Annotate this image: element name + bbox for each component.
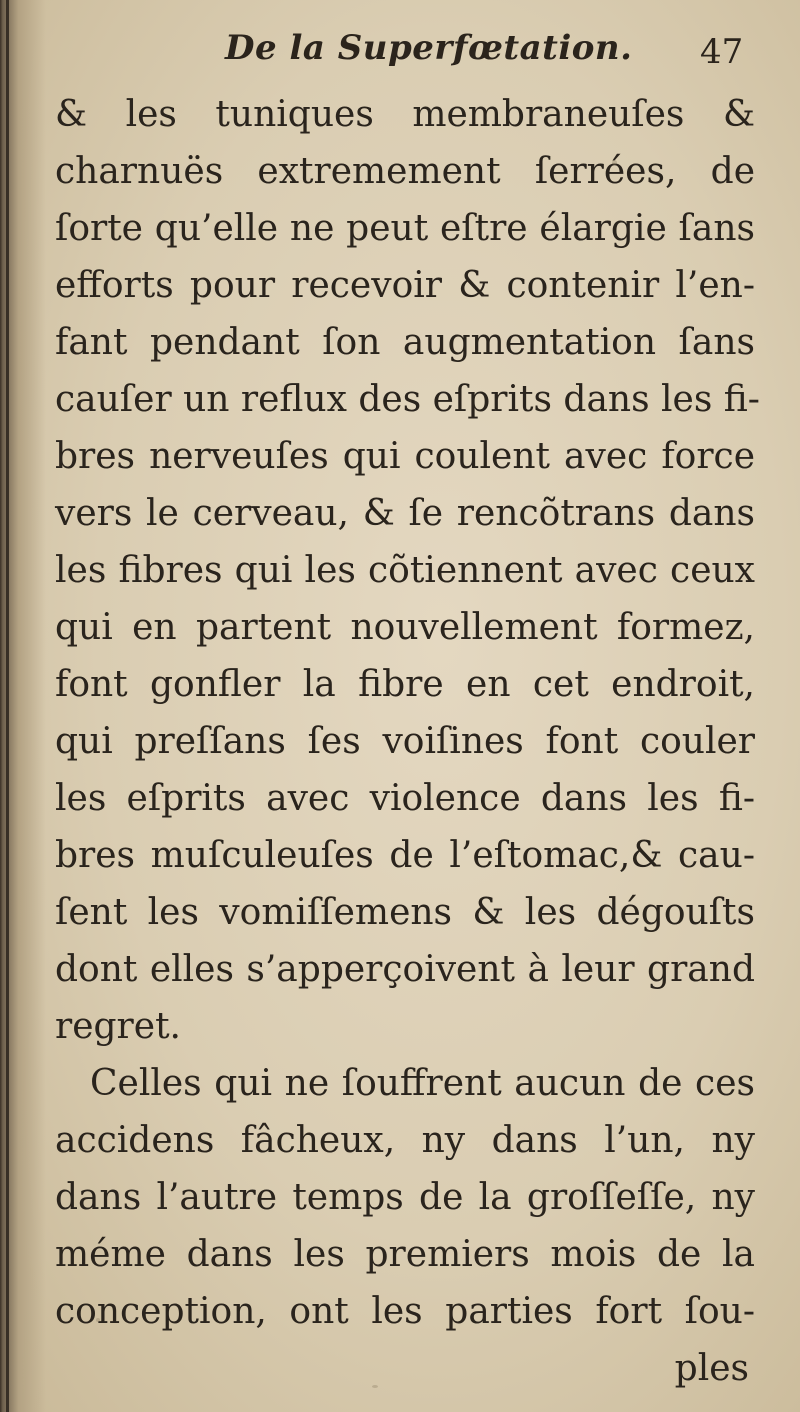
text-line: dont elles s’apperçoivent à leur grand [55,949,755,990]
page-header [0,28,800,78]
text-line: accidens fâcheux, ny dans l’un, ny [55,1120,755,1161]
paper-speck [372,1385,378,1388]
text-line: qui en partent nouvellement formez, [55,607,755,648]
text-line: cauſer un reflux des eſprits dans les fi- [55,379,760,420]
text-line: vers le cerveau, & ſe rencõtrans dans [55,493,755,534]
text-line: bres muſculeuſes de l’eſtomac,& cau- [55,835,755,876]
text-line: qui preſſans ſes voiſines font couler [55,721,755,762]
text-line: charnuës extremement ſerrées, de [55,151,755,192]
text-line: ſorte qu’elle ne peut eſtre élargie ſans [55,208,755,249]
text-line: bres nerveuſes qui coulent avec force [55,436,755,477]
text-line: & les tuniques membraneuſes & [55,94,755,135]
text-line: regret. [55,1006,181,1047]
running-title: De la Superfœtation. [225,28,633,68]
gutter-edge [6,0,9,1412]
paper-speck [612,160,617,165]
page-number: 47 [700,32,744,72]
text-line: font gonfler la fibre en cet endroit, [55,664,755,705]
catchword: ples [674,1348,749,1389]
text-line: méme dans les premiers mois de la [55,1234,755,1275]
text-line: les fibres qui les cõtiennent avec ceux [55,550,755,591]
text-line: efforts pour recevoir & contenir l’en- [55,265,755,306]
text-line: conception, ont les parties fort ſou- [55,1291,755,1332]
paragraph-start-line: Celles qui ne ſouffrent aucun de ces [90,1063,755,1104]
paper-speck [96,1318,100,1322]
text-line: fant pendant ſon augmentation ſans [55,322,755,363]
text-line: dans l’autre temps de la groſſeſſe, ny [55,1177,755,1218]
body-text [55,86,760,1397]
text-line: ſent les vomiſſemens & les dégouſts [55,892,755,933]
text-line: les eſprits avec violence dans les fi- [55,778,755,819]
